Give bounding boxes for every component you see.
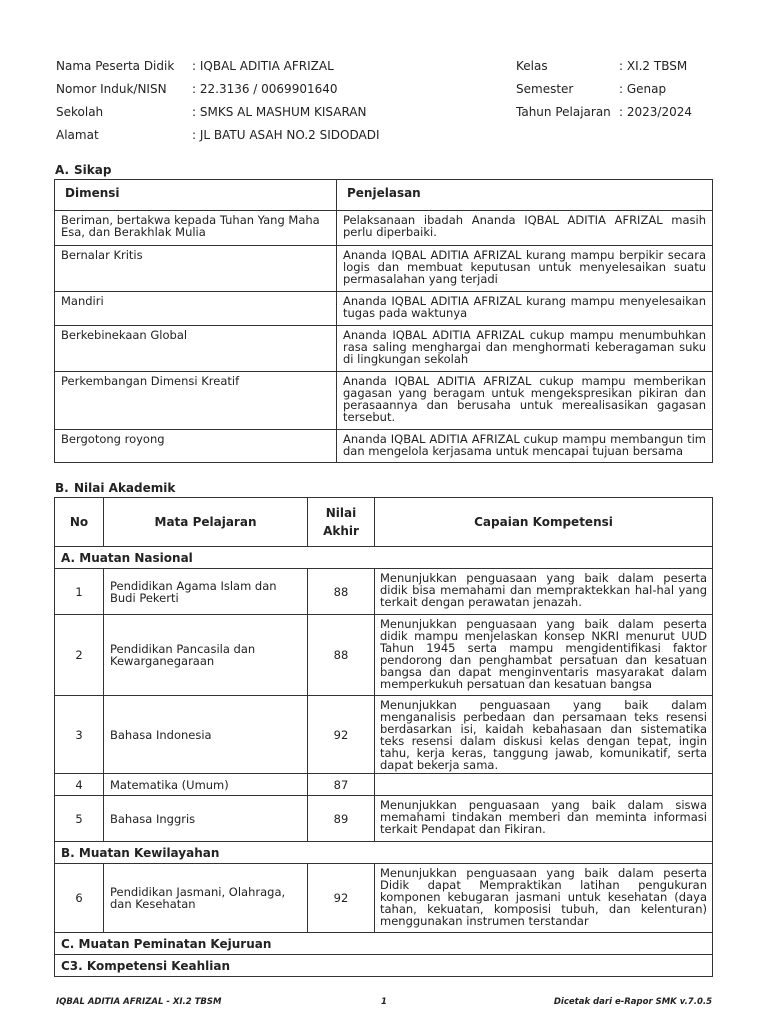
group-row-muatan-kewilayahan: [55, 842, 713, 864]
dimensi-cell: Beriman, bertakwa kepada Tuhan Yang Maha Esa, dan Berakhlak Mulia: [55, 211, 337, 246]
nilai-cell: 92: [308, 696, 375, 774]
identity-row-alamat: [56, 123, 380, 146]
identity-row-semester: [516, 77, 692, 100]
nilai-cell: 87: [308, 774, 375, 796]
dimensi-cell: Berkebinekaan Global: [55, 326, 337, 372]
sikap-header-row: [55, 180, 713, 211]
identity-value: : IQBAL ADITIA AFRIZAL: [192, 58, 334, 73]
section-name: Sikap: [74, 163, 112, 177]
section-letter: A.: [55, 163, 70, 177]
table-row: [55, 372, 713, 430]
nilai-header-line-2: Akhir: [323, 524, 359, 538]
identity-label: Nomor Induk/NISN: [56, 81, 167, 96]
identity-row-nisn: [56, 77, 380, 100]
section-title-akademik: [55, 481, 175, 495]
nilai-header-line-1: Nilai: [325, 506, 357, 520]
table-row: [55, 211, 713, 246]
mata-pelajaran-cell: Pendidikan Agama Islam dan Budi Pekerti: [104, 569, 308, 615]
dimensi-cell: Mandiri: [55, 292, 337, 326]
row-number: 1: [55, 569, 104, 615]
identity-label: Kelas: [516, 58, 548, 73]
identity-label: Semester: [516, 81, 574, 96]
identity-label: Sekolah: [56, 104, 104, 119]
identity-value: : JL BATU ASAH NO.2 SIDODADI: [192, 127, 380, 142]
nilai-cell: 88: [308, 615, 375, 696]
group-row-kompetensi-keahlian: [55, 955, 713, 977]
dimensi-cell: Bernalar Kritis: [55, 246, 337, 292]
identity-label: Tahun Pelajaran: [516, 104, 611, 119]
column-header-dimensi: Dimensi: [55, 180, 337, 211]
sikap-table: [54, 179, 713, 463]
footer-page-number: 1: [381, 997, 387, 1007]
group-title: C. Muatan Peminatan Kejuruan: [55, 933, 713, 955]
mata-pelajaran-cell: Pendidikan Jasmani, Olahraga, dan Kesehatan: [104, 864, 308, 933]
identity-row-tahun: [516, 100, 692, 123]
table-row: [55, 864, 713, 933]
identity-value: : 22.3136 / 0069901640: [192, 81, 338, 96]
penjelasan-cell: Ananda IQBAL ADITIA AFRIZAL kurang mampu menyelesaikan tugas pada waktunya: [337, 292, 713, 326]
student-identity-left: [56, 54, 380, 146]
capaian-cell: Menunjukkan penguasaan yang baik dalam peserta didik mampu menjelaskan konsep NKRI menurut UUD Tahun 1945 serta mampu mengidentifikasi faktor pendorong dan penghambat persatuan dan kesatuan bangsa dan dapat menginventaris masyarakat dalam memperkukuh persatuan dan kesatuan bangsa: [375, 615, 713, 696]
footer-student-class: IQBAL ADITIA AFRIZAL - XI.2 TBSM: [56, 997, 222, 1007]
identity-row-nama: [56, 54, 380, 77]
group-row-muatan-peminatan: [55, 933, 713, 955]
nilai-cell: 88: [308, 569, 375, 615]
penjelasan-cell: Pelaksanaan ibadah Ananda IQBAL ADITIA AFRIZAL masih perlu diperbaiki.: [337, 211, 713, 246]
row-number: 4: [55, 774, 104, 796]
table-row: [55, 569, 713, 615]
identity-value: : 2023/2024: [619, 104, 692, 119]
capaian-cell: [375, 774, 713, 796]
mata-pelajaran-cell: Pendidikan Pancasila dan Kewarganegaraan: [104, 615, 308, 696]
mata-pelajaran-cell: Bahasa Inggris: [104, 796, 308, 842]
table-row: [55, 796, 713, 842]
identity-label: Nama Peserta Didik: [56, 58, 175, 73]
dimensi-cell: Perkembangan Dimensi Kreatif: [55, 372, 337, 430]
identity-row-sekolah: [56, 100, 380, 123]
identity-value: : XI.2 TBSM: [619, 58, 688, 73]
table-row: [55, 430, 713, 463]
table-row: [55, 774, 713, 796]
group-row-muatan-nasional: [55, 547, 713, 569]
capaian-cell: Menunjukkan penguasaan yang baik dalam peserta Didik dapat Mempraktikan latihan pengukuran komponen kebugaran jasmani untuk kesehatan (daya tahan, kekuatan, komposisi tubuh, dan kelenturan) menggunakan instrumen terstandar: [375, 864, 713, 933]
table-row: [55, 292, 713, 326]
section-name: Nilai Akademik: [74, 481, 176, 495]
mata-pelajaran-cell: Bahasa Indonesia: [104, 696, 308, 774]
capaian-cell: Menunjukkan penguasaan yang baik dalam siswa memahami tindakan memberi dan meminta informasi terkait Pendapat dan Fikiran.: [375, 796, 713, 842]
identity-value: : SMKS AL MASHUM KISARAN: [192, 104, 367, 119]
identity-label: Alamat: [56, 127, 99, 142]
table-row: [55, 246, 713, 292]
table-row: [55, 615, 713, 696]
capaian-cell: Menunjukkan penguasaan yang baik dalam peserta didik bisa memahami dan mempraktekkan hal-hal yang terkait dengan perawatan jenazah.: [375, 569, 713, 615]
section-letter: B.: [55, 481, 69, 495]
penjelasan-cell: Ananda IQBAL ADITIA AFRIZAL cukup mampu memberikan gagasan yang beragam untuk mengekspresikan pikiran dan perasaannya dan berusaha untuk merealisasikan gagasan tersebut.: [337, 372, 713, 430]
capaian-cell: Menunjukkan penguasaan yang baik dalam menganalisis perbedaan dan persamaan teks resensi berdasarkan isi, kaidah kebahasaan dan sistematika teks resensi dalam diskusi kelas dengan tepat, ingin tahu, kerja keras, tanggung jawab, komunikatif, serta dapat bekerja sama.: [375, 696, 713, 774]
row-number: 2: [55, 615, 104, 696]
dimensi-cell: Bergotong royong: [55, 430, 337, 463]
group-title: A. Muatan Nasional: [55, 547, 713, 569]
akademik-header-row: [55, 498, 713, 547]
nilai-cell: 89: [308, 796, 375, 842]
penjelasan-cell: Ananda IQBAL ADITIA AFRIZAL cukup mampu menumbuhkan rasa saling menghargai dan menghormati keberagaman suku di lingkungan sekolah: [337, 326, 713, 372]
column-header-mata-pelajaran: Mata Pelajaran: [104, 498, 308, 547]
nilai-akademik-table: [54, 497, 713, 977]
section-title-sikap: [55, 163, 111, 177]
mata-pelajaran-cell: Matematika (Umum): [104, 774, 308, 796]
penjelasan-cell: Ananda IQBAL ADITIA AFRIZAL cukup mampu membangun tim dan mengelola kerjasama untuk mencapai tujuan bersama: [337, 430, 713, 463]
nilai-cell: 92: [308, 864, 375, 933]
column-header-penjelasan: Penjelasan: [337, 180, 713, 211]
footer-printed-by: Dicetak dari e-Rapor SMK v.7.0.5: [553, 997, 712, 1007]
group-title: B. Muatan Kewilayahan: [55, 842, 713, 864]
column-header-nilai-akhir: [308, 498, 375, 547]
table-row: [55, 696, 713, 774]
student-identity-right: [516, 54, 692, 123]
row-number: 3: [55, 696, 104, 774]
table-row: [55, 326, 713, 372]
penjelasan-cell: Ananda IQBAL ADITIA AFRIZAL kurang mampu berpikir secara logis dan membuat keputusan untuk menyelesaikan suatu permasalahan yang terjadi: [337, 246, 713, 292]
column-header-capaian: Capaian Kompetensi: [375, 498, 713, 547]
row-number: 5: [55, 796, 104, 842]
group-title: C3. Kompetensi Keahlian: [55, 955, 713, 977]
identity-value: : Genap: [619, 81, 667, 96]
row-number: 6: [55, 864, 104, 933]
identity-row-kelas: [516, 54, 692, 77]
column-header-no: No: [55, 498, 104, 547]
